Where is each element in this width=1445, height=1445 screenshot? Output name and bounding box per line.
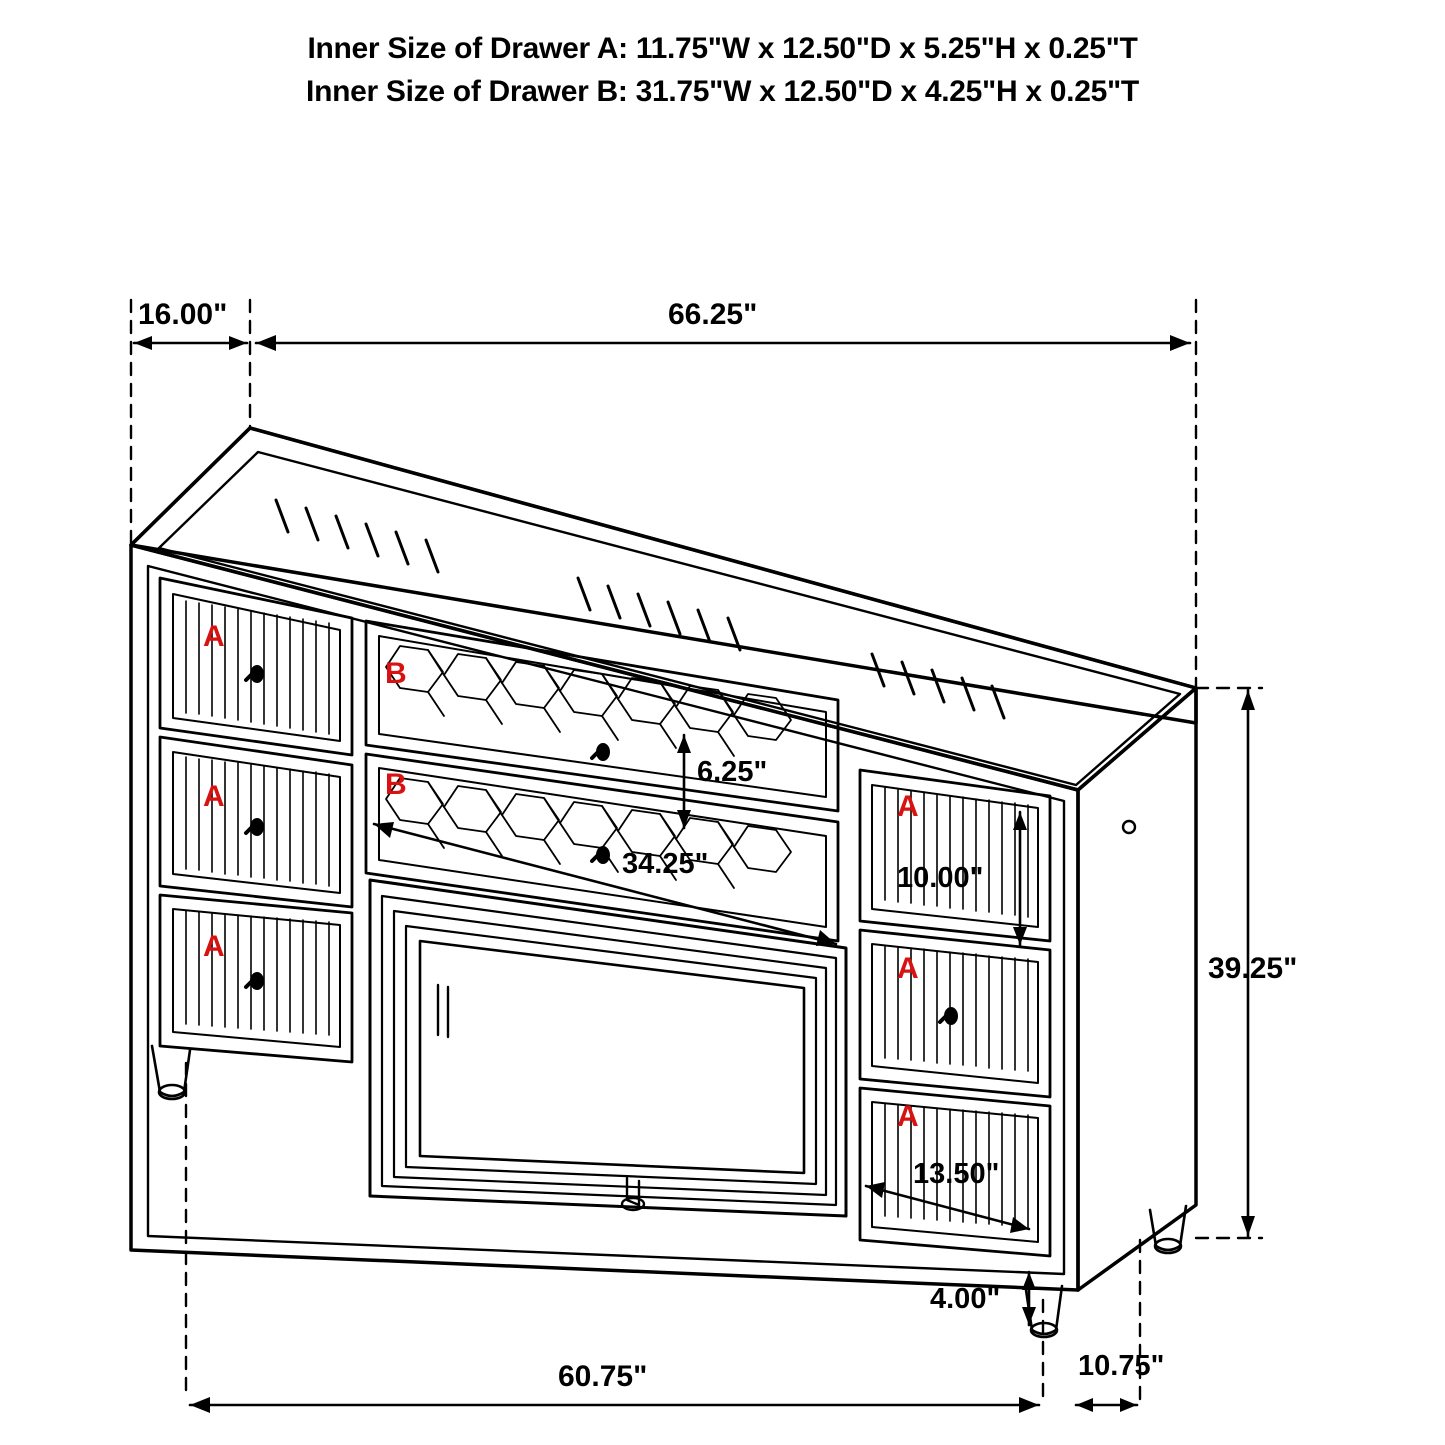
drawer-label-b-lower: B [385, 768, 407, 801]
drawer-label-a-left-2: A [203, 780, 225, 813]
drawer-label-a-right-2: A [897, 952, 919, 985]
dim-drawer-b-width: 34.25" [622, 848, 709, 880]
dim-leg-height: 4.00" [930, 1283, 1001, 1315]
header-line-1: Inner Size of Drawer A: 11.75"W x 12.50"D x 5.25"H x 0.25"T [307, 32, 1138, 65]
dim-base-width: 60.75" [558, 1360, 648, 1393]
dim-drawer-a-side-width: 10.00" [897, 862, 984, 894]
header-line-2: Inner Size of Drawer B: 31.75"W x 12.50"D x 4.25"H x 0.25"T [306, 75, 1139, 108]
dim-base-depth: 10.75" [1078, 1350, 1165, 1382]
drawer-label-a-right-3: A [897, 1100, 919, 1133]
drawer-label-a-left-3: A [203, 930, 225, 963]
dim-drawer-bottom-height: 13.50" [913, 1158, 1000, 1190]
drawer-label-a-right-1: A [897, 790, 919, 823]
dim-width-top: 66.25" [668, 298, 758, 331]
drawer-label-a-left-1: A [203, 620, 225, 653]
drawer-label-b-upper: B [385, 657, 407, 690]
dim-drawer-b-height: 6.25" [697, 756, 768, 788]
dim-height-total: 39.25" [1208, 952, 1298, 985]
dim-depth-top: 16.00" [138, 298, 228, 331]
